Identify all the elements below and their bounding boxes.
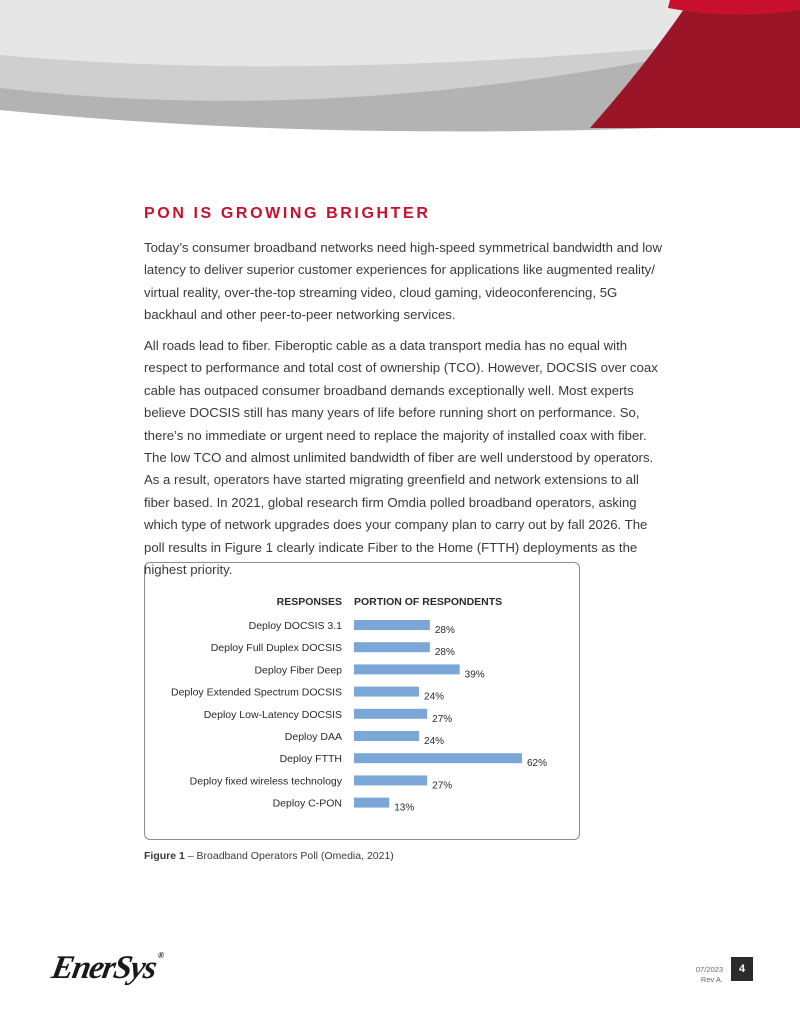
paragraph-fiber: All roads lead to fiber. Fiberoptic cable as a data transport media has no equal with respect to performance and total cost of ownership (TCO). However, DOCSIS over coax cable has outpaced consumer broadband demands exceptionally well. Most experts believe DOCSIS still has many years of life before running short on performance. So, there’s no immediate or urgent need to replace the majority of installed coax with fiber. The low TCO and almost unlimited bandwidth of fiber are well understood by operators. As a result, operators have started migrating greenfield and network extensions to all fiber based. In 2021, global research firm Omdia polled broadband operators, asking which type of network upgrades does your company plan to carry out by fall 2026. The poll results in Figure 1 clearly indicate Fiber to the Home (FTTH) deployments as the highest priority. xyxy=(144,338,658,578)
section-heading: PON IS GROWING BRIGHTER xyxy=(144,205,431,222)
figure-label: Figure 1 xyxy=(144,850,185,862)
chart-header-portion: PORTION OF RESPONDENTS xyxy=(354,596,503,608)
chart-header-responses: RESPONSES xyxy=(276,596,342,608)
bar xyxy=(354,709,427,719)
category-label: Deploy Low-Latency DOCSIS xyxy=(203,708,342,721)
category-label: Deploy Extended Spectrum DOCSIS xyxy=(171,686,342,699)
bar xyxy=(354,620,430,630)
bar-value-label: 24% xyxy=(424,736,445,747)
footer-meta xyxy=(696,965,723,985)
bar xyxy=(354,798,389,808)
figure-caption xyxy=(144,850,394,862)
logo-registered-mark: ® xyxy=(156,950,166,960)
page-number: 4 xyxy=(731,957,753,981)
figure-caption-text: – Broadband Operators Poll (Omedia, 2021) xyxy=(184,850,394,862)
bar-value-label: 28% xyxy=(434,625,455,636)
bar-value-label: 39% xyxy=(464,669,485,681)
bar xyxy=(354,642,430,652)
enersys-logo xyxy=(49,950,165,987)
bar xyxy=(354,731,419,741)
bar xyxy=(354,687,419,697)
bar-chart xyxy=(145,563,581,841)
category-label: Deploy Fiber Deep xyxy=(254,664,342,677)
header-swoosh-graphic xyxy=(0,0,800,140)
logo-text: EnerSys xyxy=(48,950,159,986)
bar xyxy=(354,664,460,674)
paragraph-intro: Today’s consumer broadband networks need high-speed symmetrical bandwidth and low latency to deliver superior customer experiences for applications like augmented reality/ virtual reality, over-the-top streaming video, cloud gaming, videoconferencing, 5G backhaul and other peer-to-peer networking services. xyxy=(144,240,663,323)
bar-value-label: 27% xyxy=(432,780,453,792)
figure-1-chart xyxy=(144,562,580,840)
category-label: Deploy Full Duplex DOCSIS xyxy=(210,642,342,655)
category-label: Deploy DOCSIS 3.1 xyxy=(248,620,342,632)
category-label: Deploy fixed wireless technology xyxy=(189,775,342,788)
category-label: Deploy FTTH xyxy=(279,753,342,766)
bar xyxy=(354,753,522,763)
bar-value-label: 13% xyxy=(394,802,415,814)
bar-value-label: 24% xyxy=(424,691,445,703)
bar xyxy=(354,775,427,785)
footer-revision: Rev A. xyxy=(700,975,723,984)
bar-value-label: 27% xyxy=(432,713,453,725)
footer-date: 07/2023 xyxy=(695,965,723,974)
bar-value-label: 28% xyxy=(434,647,455,659)
category-label: Deploy C-PON xyxy=(272,797,342,810)
bar-value-label: 62% xyxy=(527,758,548,770)
category-label: Deploy DAA xyxy=(284,731,342,743)
